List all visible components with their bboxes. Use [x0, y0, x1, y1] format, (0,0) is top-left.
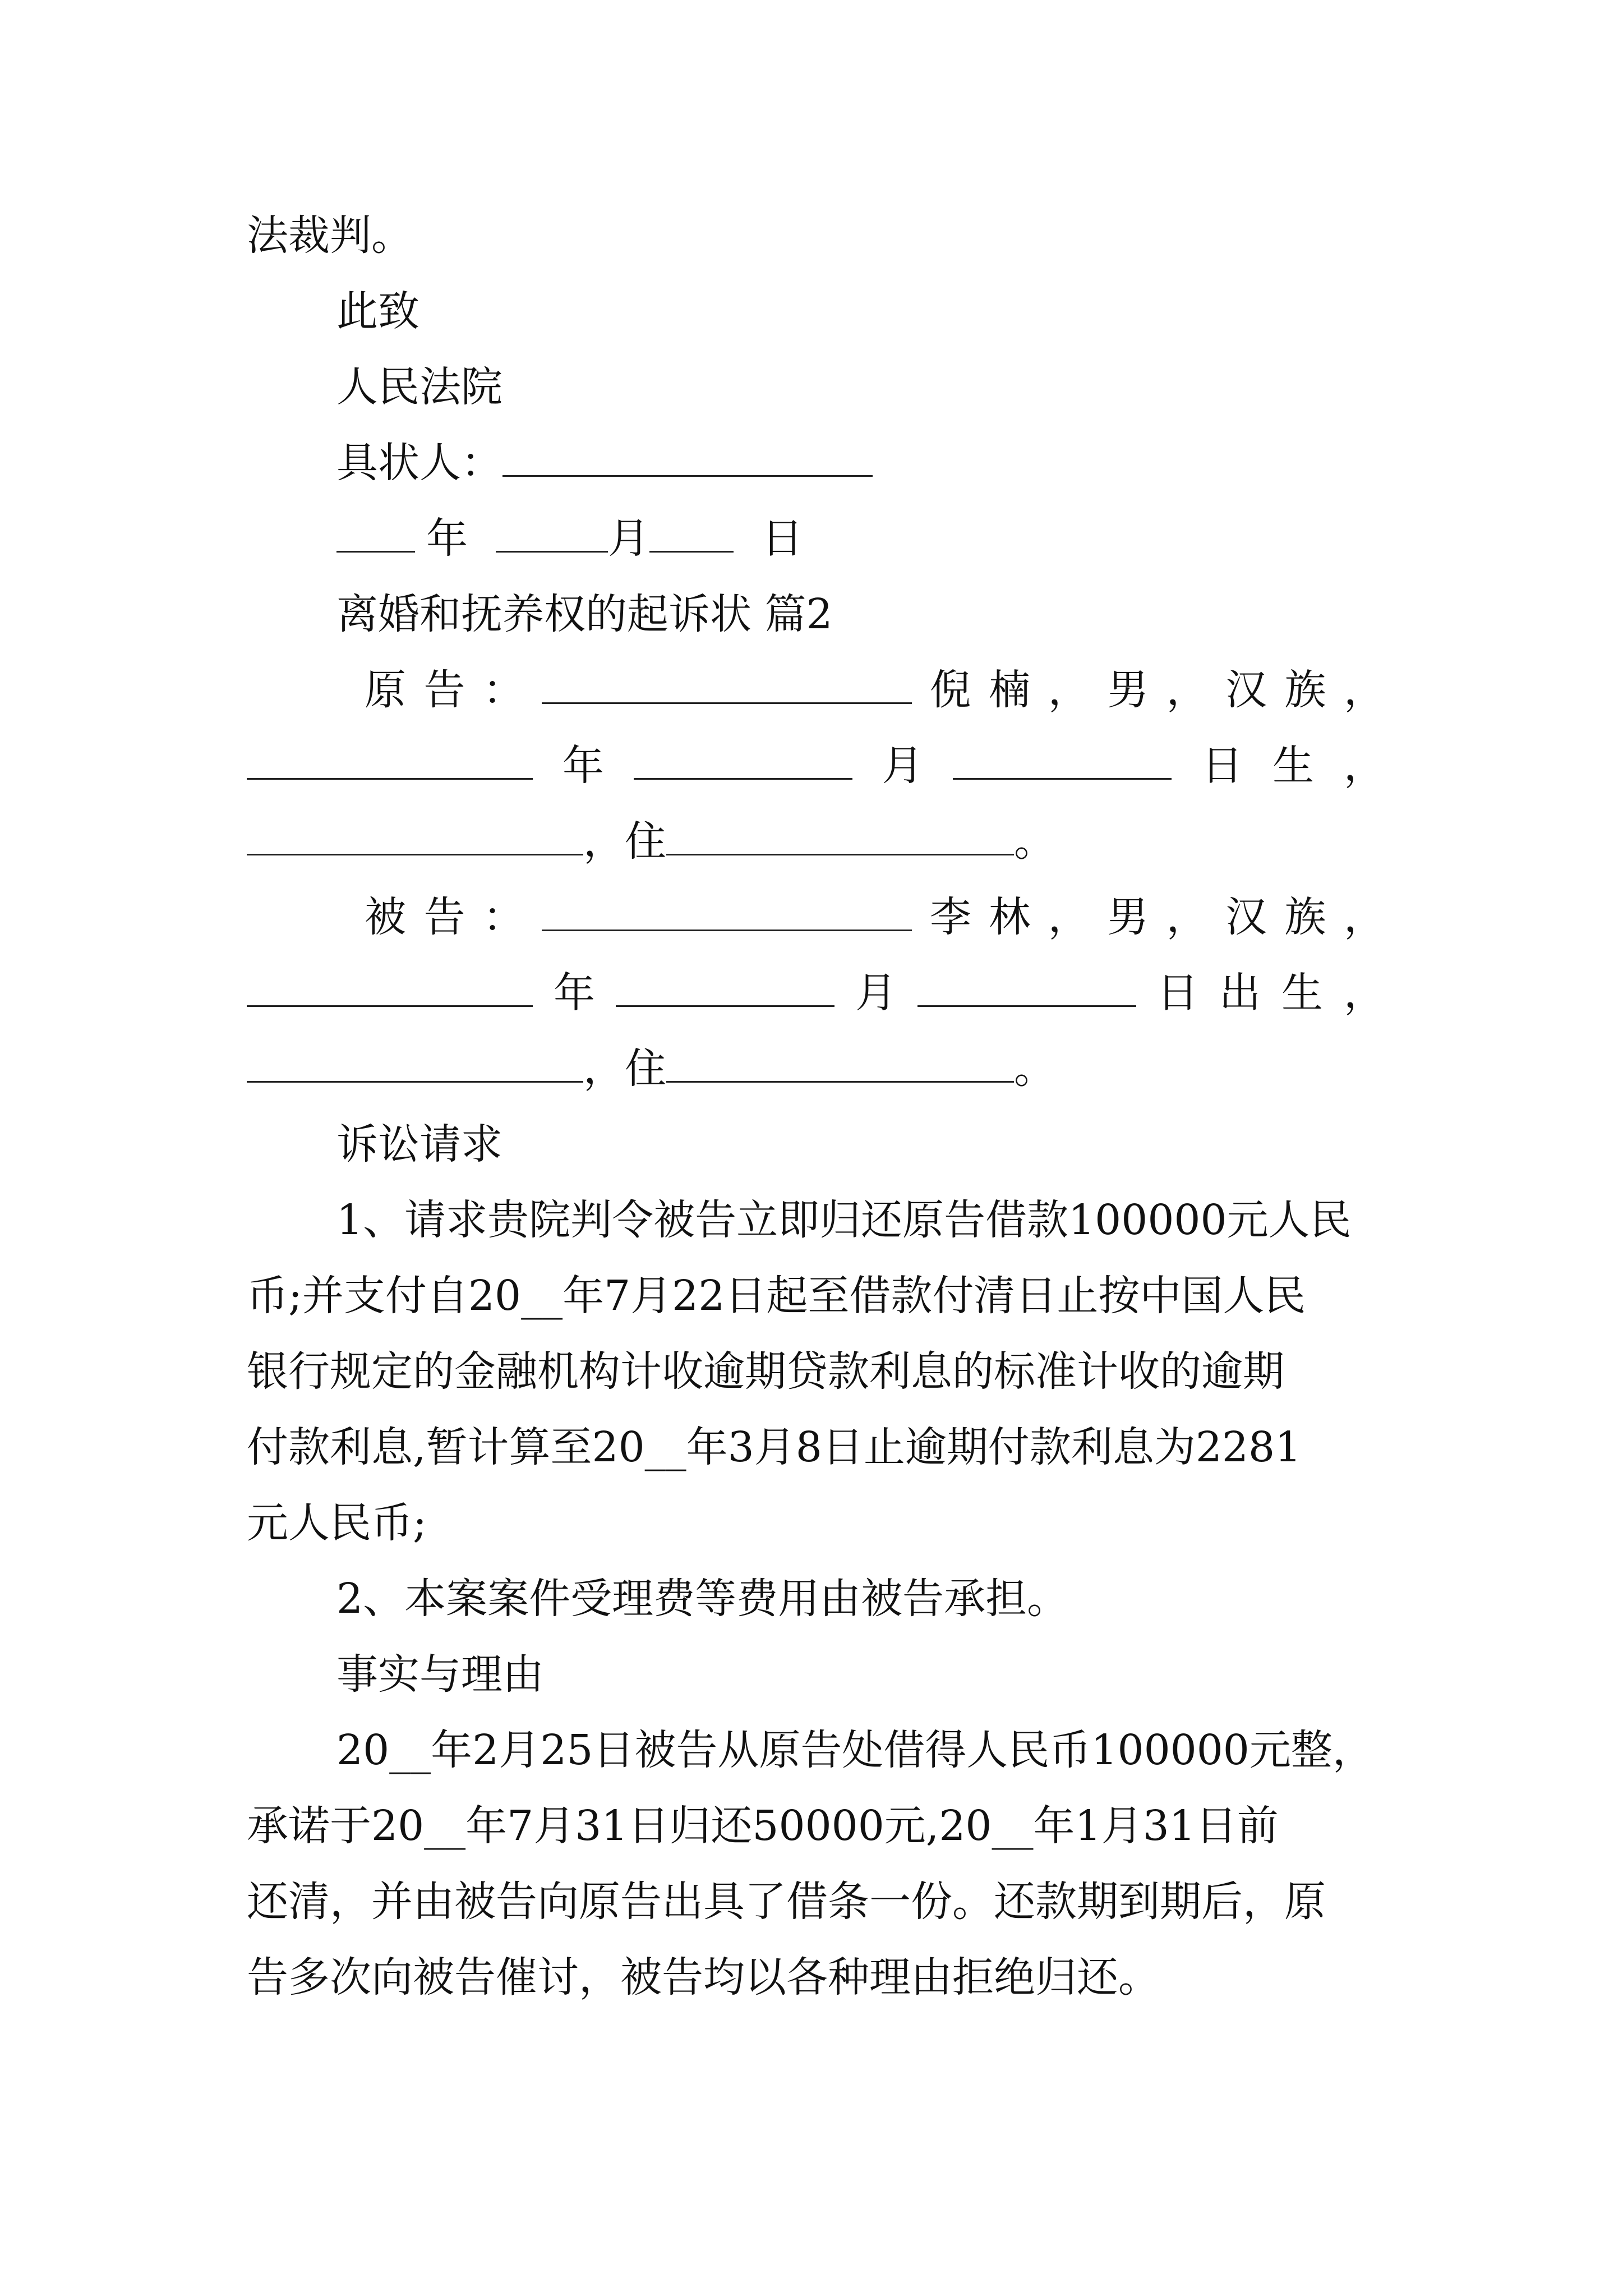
- defendant-blank: [542, 895, 912, 931]
- defendant-punct: ，: [1166, 893, 1208, 941]
- defendant-day-blank: [917, 970, 1136, 1007]
- defendant-label-char: 告: [423, 893, 465, 941]
- plaintiff-punct: ，: [1343, 666, 1385, 714]
- plaintiff-gender: 男: [1107, 666, 1149, 714]
- date-line: [336, 510, 1385, 567]
- defendant-line-3: [247, 1041, 1385, 1097]
- facts-line: 20__年2月25日被告从原告处借得人民币100000元整，: [336, 1726, 1374, 1774]
- defendant-year-label: 年: [554, 969, 595, 1017]
- plaintiff-day-label: 日: [1201, 742, 1243, 790]
- date-day-blank: [649, 516, 734, 553]
- plaintiff-blank: [542, 668, 912, 704]
- salutation-line: 此致: [336, 287, 419, 335]
- defendant-label-char: 被: [365, 893, 406, 941]
- plaintiff-punct: ，: [1048, 666, 1090, 714]
- plaintiff-year-blank: [247, 743, 533, 780]
- facts-line: 告多次向被告催讨，被告均以各种理由拒绝归还。: [247, 1953, 1160, 2001]
- date-year-blank: [336, 516, 415, 553]
- plaintiff-address-label: ，住: [583, 817, 666, 866]
- defendant-name-char: 林: [989, 893, 1031, 941]
- claim-2-line: 2、本案案件受理费等费用由被告承担。: [336, 1575, 1069, 1623]
- plaintiff-ethnic-char: 族: [1284, 666, 1326, 714]
- plaintiff-year-label: 年: [562, 742, 604, 790]
- defendant-punct: ，: [1344, 969, 1385, 1017]
- defendant-line-2: [247, 965, 1385, 1021]
- defendant-born-label: 出: [1219, 969, 1261, 1017]
- plaintiff-end-period: 。: [1014, 817, 1055, 866]
- signer-line: [336, 435, 1385, 491]
- defendant-gender: 男: [1107, 893, 1149, 941]
- plaintiff-born-label: 生: [1272, 742, 1315, 790]
- facts-line: 还清，并由被告向原告出具了借条一份。还款期到期后，原: [247, 1878, 1326, 1926]
- plaintiff-line-2: [247, 738, 1385, 794]
- plaintiff-label-colon: ：: [482, 666, 524, 714]
- claims-heading: 诉讼请求: [336, 1120, 502, 1168]
- plaintiff-label-char: 原: [365, 666, 406, 714]
- defendant-punct: ，: [1048, 893, 1090, 941]
- plaintiff-line-1: [365, 662, 1385, 718]
- claim-1-line: 银行规定的金融机构计收逾期贷款利息的标准计收的逾期: [247, 1347, 1284, 1396]
- defendant-id-blank: [247, 1046, 583, 1083]
- defendant-born-label: 生: [1281, 969, 1323, 1017]
- facts-heading: 事实与理由: [336, 1650, 544, 1699]
- plaintiff-name-char: 倪: [929, 666, 971, 714]
- defendant-label-colon: ：: [482, 893, 524, 941]
- plaintiff-id-blank: [247, 819, 583, 855]
- date-year-label: 年: [426, 514, 468, 563]
- plaintiff-punct: ，: [1343, 742, 1385, 790]
- defendant-end-period: 。: [1014, 1045, 1055, 1093]
- defendant-ethnic-char: 族: [1284, 893, 1326, 941]
- plaintiff-punct: ，: [1166, 666, 1208, 714]
- signer-label: 具状人：: [336, 439, 502, 487]
- text-line-judgment-end: 法裁判。: [247, 211, 413, 260]
- defendant-ethnic-char: 汉: [1225, 893, 1267, 941]
- defendant-month-label: 月: [855, 969, 897, 1017]
- defendant-line-1: [365, 889, 1385, 945]
- plaintiff-month-label: 月: [882, 742, 924, 790]
- plaintiff-month-blank: [634, 743, 852, 780]
- plaintiff-ethnic-char: 汉: [1225, 666, 1267, 714]
- section-heading: 离婚和抚养权的起诉状 篇2: [336, 590, 833, 638]
- signer-blank: [502, 440, 873, 477]
- defendant-address-label: ，住: [583, 1045, 666, 1093]
- plaintiff-name-char: 楠: [989, 666, 1031, 714]
- defendant-punct: ，: [1343, 893, 1385, 941]
- plaintiff-address-blank: [666, 819, 1014, 855]
- plaintiff-label-char: 告: [423, 666, 465, 714]
- defendant-day-label: 日: [1157, 969, 1198, 1017]
- date-day-label: 日: [762, 514, 803, 563]
- defendant-month-blank: [616, 970, 834, 1007]
- claim-1-line: 元人民币;: [247, 1499, 427, 1547]
- date-month-blank: [496, 516, 608, 553]
- claim-1-line: 1、请求贵院判令被告立即归还原告借款100000元人民: [336, 1196, 1352, 1244]
- claim-1-line: 付款利息,暂计算至20__年3月8日止逾期付款利息为2281: [247, 1423, 1302, 1471]
- defendant-name-char: 李: [929, 893, 971, 941]
- date-month-label: 月: [608, 514, 649, 563]
- defendant-year-blank: [247, 970, 533, 1007]
- claim-1-line: 币;并支付自20__年7月22日起至借款付清日止按中国人民: [247, 1272, 1306, 1320]
- defendant-address-blank: [666, 1046, 1014, 1083]
- plaintiff-day-blank: [953, 743, 1172, 780]
- court-name-line: 人民法院: [336, 363, 502, 411]
- facts-line: 承诺于20__年7月31日归还50000元,20__年1月31日前: [247, 1802, 1279, 1850]
- plaintiff-line-3: [247, 813, 1385, 869]
